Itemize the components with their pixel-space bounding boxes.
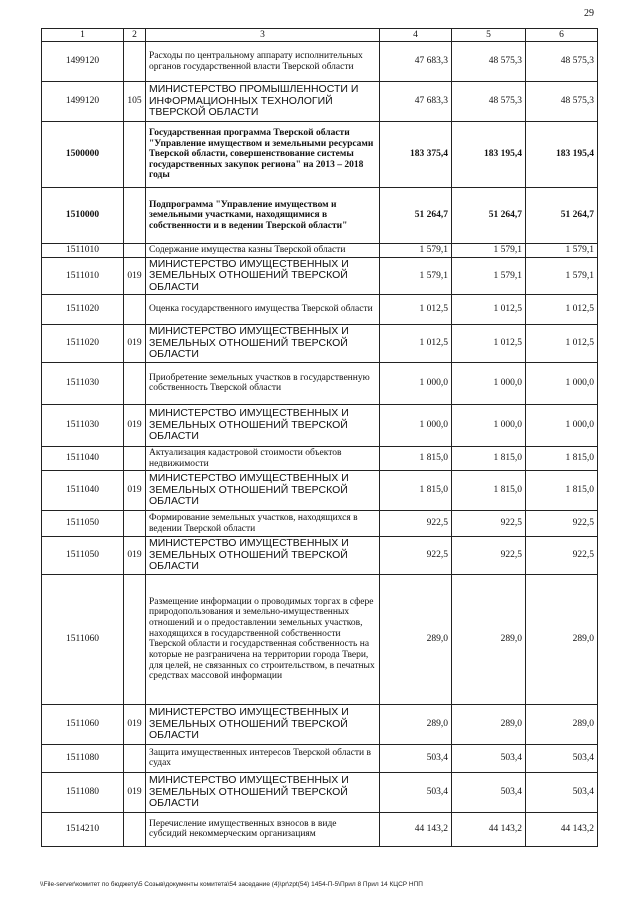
code-cell: 1511050 (42, 511, 124, 537)
subcode-cell (124, 122, 146, 188)
value-col4-cell: 47 683,3 (380, 82, 452, 122)
table-row (42, 257, 598, 295)
name-cell: Перечисление имущественных взносов в виде субсидий некоммерческим организациям (146, 812, 380, 846)
subcode-cell (124, 295, 146, 325)
value-col5-cell: 1 012,5 (452, 325, 526, 363)
value-col6-cell: 183 195,4 (526, 122, 598, 188)
name-cell: Приобретение земельных участков в государственную собственность Тверской области (146, 362, 380, 404)
name-cell: Защита имущественных интересов Тверской области в судах (146, 744, 380, 772)
table-row (42, 325, 598, 363)
table-row (42, 404, 598, 446)
subcode-cell (124, 511, 146, 537)
table-row (42, 362, 598, 404)
subcode-cell (124, 574, 146, 704)
code-cell: 1511060 (42, 574, 124, 704)
column-header: 2 (124, 29, 146, 42)
code-cell: 1511030 (42, 404, 124, 446)
subcode-cell (124, 362, 146, 404)
subcode-cell: 105 (124, 82, 146, 122)
value-col6-cell: 1 012,5 (526, 325, 598, 363)
code-cell: 1511020 (42, 325, 124, 363)
value-col6-cell: 1 012,5 (526, 295, 598, 325)
value-col4-cell: 922,5 (380, 511, 452, 537)
name-cell: МИНИСТЕРСТВО ИМУЩЕСТВЕННЫХ И ЗЕМЕЛЬНЫХ ОТНОШЕНИЙ ТВЕРСКОЙ ОБЛАСТИ (146, 704, 380, 744)
value-col4-cell: 289,0 (380, 574, 452, 704)
subcode-cell: 019 (124, 257, 146, 295)
value-col6-cell: 1 815,0 (526, 446, 598, 470)
subcode-cell (124, 244, 146, 258)
value-col4-cell: 1 012,5 (380, 325, 452, 363)
value-col6-cell: 503,4 (526, 744, 598, 772)
value-col6-cell: 1 000,0 (526, 362, 598, 404)
table-row (42, 295, 598, 325)
table-row (42, 812, 598, 846)
file-path-footer: \\File-server\комитет по бюджету\5 Созыв\документы комитета\54 заседание (4)\pr\zpt(54) 1454-П-5\Прил 8 Прил 14 КЦСР НПП (40, 881, 423, 888)
value-col6-cell: 1 579,1 (526, 257, 598, 295)
value-col5-cell: 183 195,4 (452, 122, 526, 188)
value-col5-cell: 922,5 (452, 537, 526, 575)
code-cell: 1511040 (42, 446, 124, 470)
subcode-cell: 019 (124, 704, 146, 744)
value-col5-cell: 1 012,5 (452, 295, 526, 325)
value-col5-cell: 1 815,0 (452, 471, 526, 511)
table-row (42, 188, 598, 244)
column-header: 4 (380, 29, 452, 42)
code-cell: 1510000 (42, 188, 124, 244)
value-col6-cell: 44 143,2 (526, 812, 598, 846)
table-row (42, 574, 598, 704)
value-col6-cell: 51 264,7 (526, 188, 598, 244)
budget-table (41, 28, 598, 847)
value-col6-cell: 1 000,0 (526, 404, 598, 446)
name-cell: Подпрограмма "Управление имуществом и земельными участками, находящимися в собственности и в ведении Тверской области" (146, 188, 380, 244)
value-col5-cell: 503,4 (452, 772, 526, 812)
value-col6-cell: 922,5 (526, 511, 598, 537)
subcode-cell (124, 446, 146, 470)
column-header: 3 (146, 29, 380, 42)
value-col5-cell: 44 143,2 (452, 812, 526, 846)
code-cell: 1511030 (42, 362, 124, 404)
code-cell: 1500000 (42, 122, 124, 188)
value-col6-cell: 503,4 (526, 772, 598, 812)
code-cell: 1511080 (42, 772, 124, 812)
value-col4-cell: 1 012,5 (380, 295, 452, 325)
name-cell: МИНИСТЕРСТВО ИМУЩЕСТВЕННЫХ И ЗЕМЕЛЬНЫХ ОТНОШЕНИЙ ТВЕРСКОЙ ОБЛАСТИ (146, 772, 380, 812)
subcode-cell: 019 (124, 471, 146, 511)
subcode-cell (124, 188, 146, 244)
value-col4-cell: 183 375,4 (380, 122, 452, 188)
name-cell: МИНИСТЕРСТВО ИМУЩЕСТВЕННЫХ И ЗЕМЕЛЬНЫХ ОТНОШЕНИЙ ТВЕРСКОЙ ОБЛАСТИ (146, 471, 380, 511)
value-col4-cell: 922,5 (380, 537, 452, 575)
table-row (42, 511, 598, 537)
value-col5-cell: 1 000,0 (452, 362, 526, 404)
table-row (42, 122, 598, 188)
name-cell: Государственная программа Тверской области "Управление имуществом и земельными ресурсами Тверской области, совершенствование системы государственных закупок региона" на 2013 – 2018 годы (146, 122, 380, 188)
code-cell: 1511010 (42, 257, 124, 295)
table-row (42, 537, 598, 575)
code-cell: 1514210 (42, 812, 124, 846)
value-col6-cell: 48 575,3 (526, 42, 598, 82)
table-row (42, 744, 598, 772)
value-col4-cell: 44 143,2 (380, 812, 452, 846)
value-col5-cell: 51 264,7 (452, 188, 526, 244)
value-col6-cell: 48 575,3 (526, 82, 598, 122)
table-row (42, 704, 598, 744)
value-col4-cell: 289,0 (380, 704, 452, 744)
table-row (42, 446, 598, 470)
page-number: 29 (584, 8, 594, 19)
value-col4-cell: 47 683,3 (380, 42, 452, 82)
value-col5-cell: 1 815,0 (452, 446, 526, 470)
subcode-cell (124, 744, 146, 772)
value-col5-cell: 48 575,3 (452, 42, 526, 82)
value-col4-cell: 1 000,0 (380, 362, 452, 404)
subcode-cell (124, 42, 146, 82)
code-cell: 1511060 (42, 704, 124, 744)
code-cell: 1511020 (42, 295, 124, 325)
value-col6-cell: 1 815,0 (526, 471, 598, 511)
name-cell: МИНИСТЕРСТВО ПРОМЫШЛЕННОСТИ И ИНФОРМАЦИОННЫХ ТЕХНОЛОГИЙ ТВЕРСКОЙ ОБЛАСТИ (146, 82, 380, 122)
name-cell: МИНИСТЕРСТВО ИМУЩЕСТВЕННЫХ И ЗЕМЕЛЬНЫХ ОТНОШЕНИЙ ТВЕРСКОЙ ОБЛАСТИ (146, 325, 380, 363)
name-cell: Оценка государственного имущества Тверской области (146, 295, 380, 325)
value-col4-cell: 503,4 (380, 744, 452, 772)
table-row (42, 244, 598, 258)
value-col5-cell: 1 579,1 (452, 257, 526, 295)
name-cell: МИНИСТЕРСТВО ИМУЩЕСТВЕННЫХ И ЗЕМЕЛЬНЫХ ОТНОШЕНИЙ ТВЕРСКОЙ ОБЛАСТИ (146, 537, 380, 575)
code-cell: 1511080 (42, 744, 124, 772)
value-col5-cell: 289,0 (452, 704, 526, 744)
value-col4-cell: 503,4 (380, 772, 452, 812)
code-cell: 1499120 (42, 42, 124, 82)
code-cell: 1511050 (42, 537, 124, 575)
column-header: 1 (42, 29, 124, 42)
table-body (42, 29, 598, 847)
name-cell: Размещение информации о проводимых торгах в сфере природопользования и земельно-имущественных отношений и о предоставлении земельных участков, находящихся в государственной собственности Тверской области и государственная собственность на которые не разграничена на территории города Твери, для целей, не связанных со строительством, в печатных средствах массовой информации (146, 574, 380, 704)
table-row (42, 471, 598, 511)
value-col6-cell: 289,0 (526, 574, 598, 704)
column-header: 5 (452, 29, 526, 42)
value-col5-cell: 1 000,0 (452, 404, 526, 446)
name-cell: Актуализация кадастровой стоимости объектов недвижимости (146, 446, 380, 470)
table-row (42, 82, 598, 122)
name-cell: Расходы по центральному аппарату исполнительных органов государственной власти Тверской области (146, 42, 380, 82)
value-col6-cell: 1 579,1 (526, 244, 598, 258)
value-col5-cell: 289,0 (452, 574, 526, 704)
value-col6-cell: 289,0 (526, 704, 598, 744)
value-col5-cell: 922,5 (452, 511, 526, 537)
code-cell: 1511010 (42, 244, 124, 258)
value-col5-cell: 503,4 (452, 744, 526, 772)
value-col4-cell: 1 815,0 (380, 446, 452, 470)
value-col4-cell: 1 815,0 (380, 471, 452, 511)
name-cell: МИНИСТЕРСТВО ИМУЩЕСТВЕННЫХ И ЗЕМЕЛЬНЫХ ОТНОШЕНИЙ ТВЕРСКОЙ ОБЛАСТИ (146, 404, 380, 446)
value-col5-cell: 48 575,3 (452, 82, 526, 122)
value-col6-cell: 922,5 (526, 537, 598, 575)
table-row (42, 42, 598, 82)
value-col4-cell: 1 000,0 (380, 404, 452, 446)
column-header-row (42, 29, 598, 42)
name-cell: Содержание имущества казны Тверской области (146, 244, 380, 258)
subcode-cell (124, 812, 146, 846)
subcode-cell: 019 (124, 537, 146, 575)
name-cell: МИНИСТЕРСТВО ИМУЩЕСТВЕННЫХ И ЗЕМЕЛЬНЫХ ОТНОШЕНИЙ ТВЕРСКОЙ ОБЛАСТИ (146, 257, 380, 295)
value-col4-cell: 1 579,1 (380, 257, 452, 295)
name-cell: Формирование земельных участков, находящихся в ведении Тверской области (146, 511, 380, 537)
code-cell: 1499120 (42, 82, 124, 122)
value-col5-cell: 1 579,1 (452, 244, 526, 258)
value-col4-cell: 51 264,7 (380, 188, 452, 244)
table-row (42, 772, 598, 812)
subcode-cell: 019 (124, 772, 146, 812)
subcode-cell: 019 (124, 404, 146, 446)
column-header: 6 (526, 29, 598, 42)
value-col4-cell: 1 579,1 (380, 244, 452, 258)
subcode-cell: 019 (124, 325, 146, 363)
code-cell: 1511040 (42, 471, 124, 511)
